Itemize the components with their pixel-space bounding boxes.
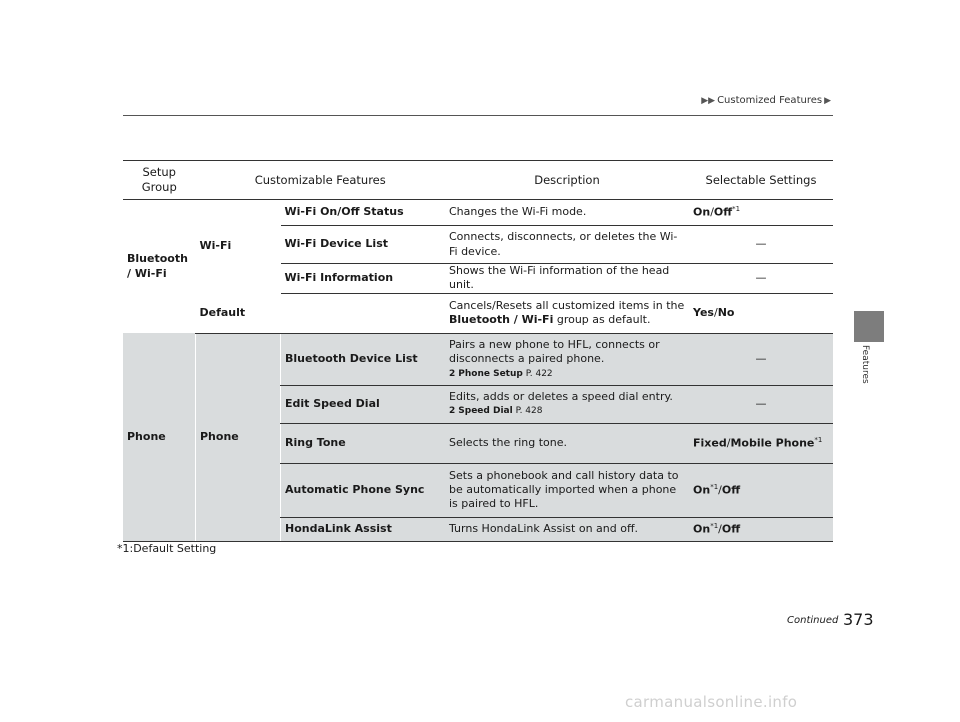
feature-description: Cancels/Resets all customized items in the Bluetooth / Wi-Fi group as default.: [445, 293, 689, 333]
reference-arrow-icon: 2: [449, 406, 456, 417]
header-rule: [123, 115, 833, 116]
feature-name: Wi-Fi Device List: [281, 226, 446, 264]
feature-description: Edits, adds or deletes a speed dial entry. 2 Speed Dial P. 428: [445, 385, 689, 423]
watermark: carmanualsonline.info: [625, 693, 798, 711]
cross-reference[interactable]: 2 Speed Dial P. 428: [449, 406, 543, 417]
table-row: [123, 333, 833, 385]
group-bluetooth-wifi: Bluetooth / Wi-Fi: [127, 252, 188, 280]
breadcrumb-arrow-icon: ▶▶: [701, 95, 716, 106]
feature-setting: —: [689, 333, 833, 385]
feature-setting: —: [689, 385, 833, 423]
feature-setting: On/Off$^{*1}$: [689, 200, 833, 226]
feature-description: Connects, disconnects, or deletes the Wi-Fi device.: [445, 226, 689, 264]
group-phone: Phone: [123, 333, 196, 541]
feature-description: Pairs a new phone to HFL, connects or disconnects a paired phone. 2 Phone Setup P. 422: [445, 333, 689, 385]
section-tab: [854, 311, 884, 342]
customizable-features-table: [123, 160, 833, 542]
table-header-row: [123, 161, 833, 200]
subgroup-default: Default: [196, 293, 281, 333]
header-selectable-settings: Selectable Settings: [689, 161, 833, 200]
page-number: 373: [843, 610, 874, 629]
feature-setting: Yes/No: [689, 293, 833, 333]
feature-name: Wi-Fi Information: [281, 264, 446, 294]
feature-description: Selects the ring tone.: [445, 423, 689, 463]
feature-description: Turns HondaLink Assist on and off.: [445, 517, 689, 541]
feature-name: Automatic Phone Sync: [281, 463, 446, 517]
subgroup-phone: Phone: [196, 333, 281, 541]
reference-arrow-icon: 2: [449, 368, 456, 379]
breadcrumb-current: Customized Features: [717, 95, 823, 106]
feature-setting: —: [689, 264, 833, 294]
section-tab-label: Features: [860, 345, 870, 384]
table-row: [123, 200, 833, 226]
feature-name: Edit Speed Dial: [281, 385, 446, 423]
feature-description: Sets a phonebook and call history data to be automatically imported when a phone is paired to HFL.: [445, 463, 689, 517]
feature-name: Ring Tone: [281, 423, 446, 463]
continued-label: Continued: [787, 615, 839, 626]
header-description: Description: [445, 161, 689, 200]
feature-setting: Fixed/Mobile Phone$^{*1}$: [689, 423, 833, 463]
table-row: [123, 293, 833, 333]
feature-name: Bluetooth Device List: [281, 333, 446, 385]
feature-setting: On$^{*1}$/Off: [689, 517, 833, 541]
breadcrumb-arrow-icon: ▶: [824, 95, 831, 106]
breadcrumb: [701, 95, 831, 106]
subgroup-wifi: Wi-Fi: [199, 239, 232, 253]
feature-name: Wi-Fi On/Off Status: [281, 200, 446, 226]
feature-setting: On$^{*1}$/Off: [689, 463, 833, 517]
header-customizable-features: Customizable Features: [196, 161, 446, 200]
header-setup-group: Setup Group: [123, 161, 196, 200]
footnote: *1:Default Setting: [117, 542, 217, 555]
feature-description: Changes the Wi-Fi mode.: [445, 200, 689, 226]
cross-reference[interactable]: 2 Phone Setup P. 422: [449, 368, 553, 379]
feature-name: HondaLink Assist: [281, 517, 446, 541]
feature-setting: —: [689, 226, 833, 264]
feature-description: Shows the Wi-Fi information of the head unit.: [445, 264, 689, 294]
